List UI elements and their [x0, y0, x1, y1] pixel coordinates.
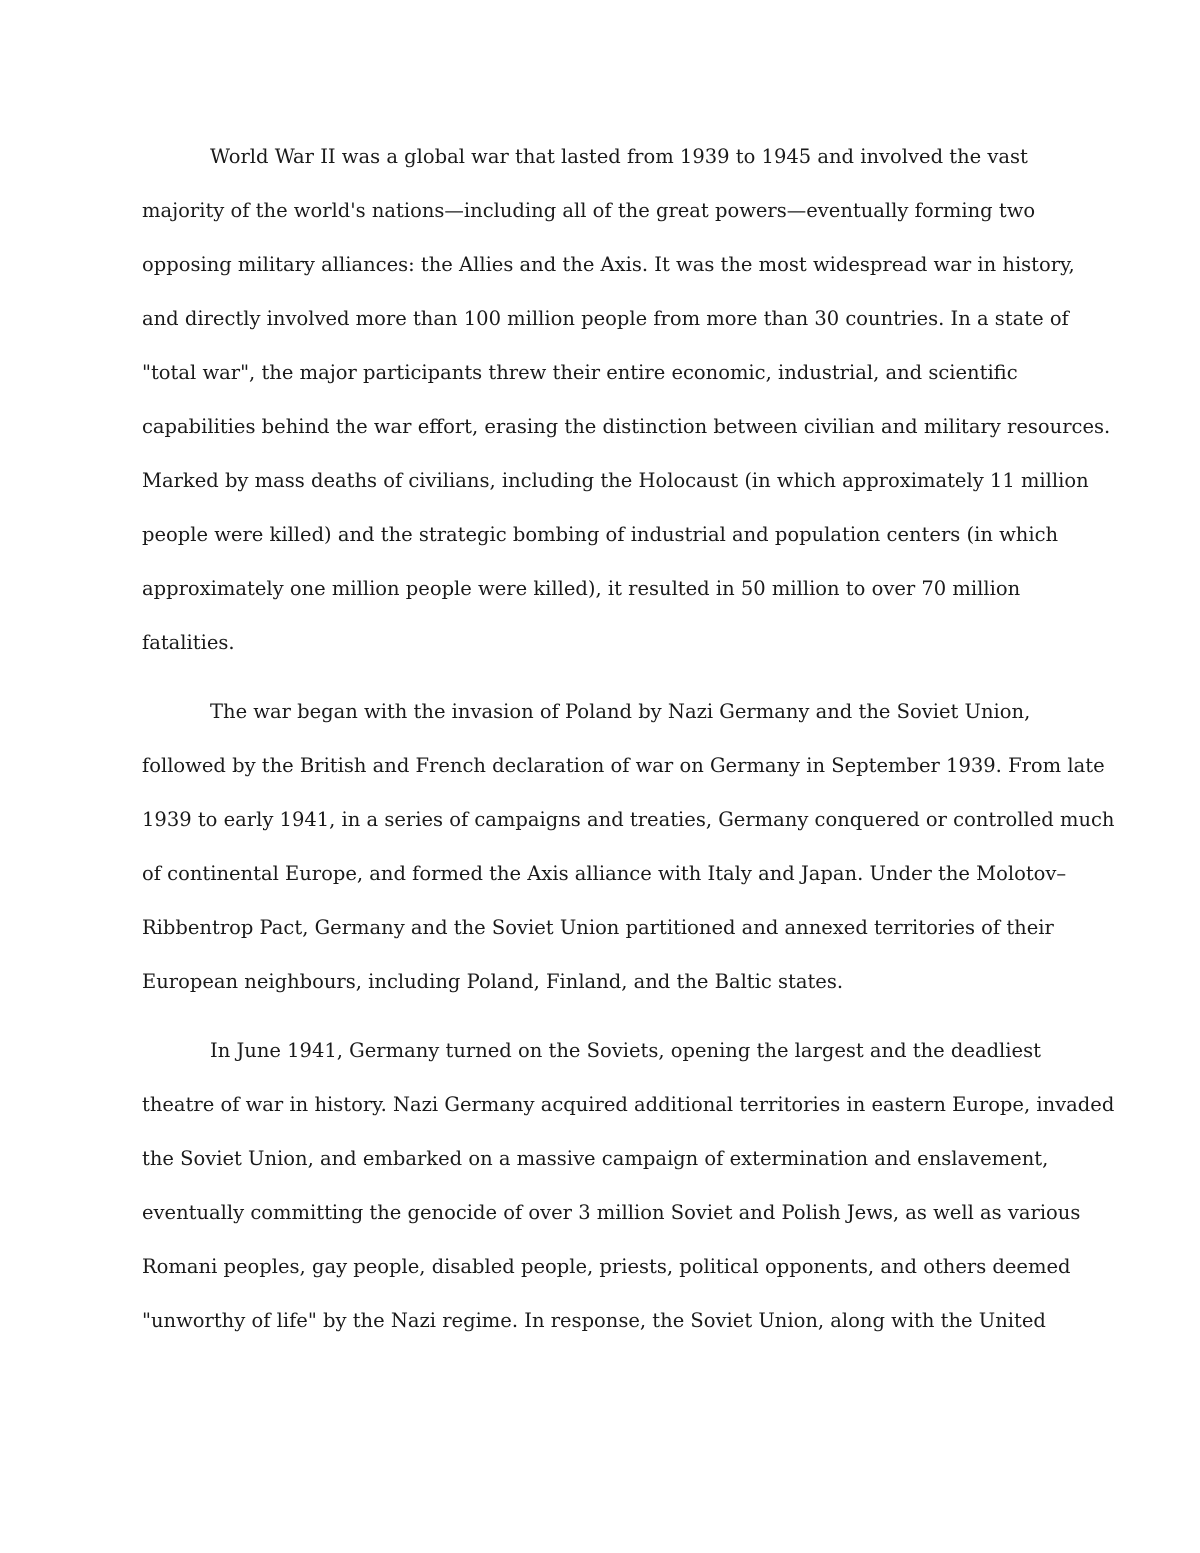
paragraph-line: majority of the world's nations—including all of the great powers—eventually forming two: [142, 199, 1036, 222]
paragraph-line: The war began with the invasion of Poland by Nazi Germany and the Soviet Union,: [210, 700, 1031, 723]
paragraph-line: people were killed) and the strategic bombing of industrial and population centers (in which: [142, 523, 1059, 546]
paragraph-1: [142, 130, 1111, 670]
paragraph-line: opposing military alliances: the Allies and the Axis. It was the most widespread war in history,: [142, 253, 1075, 276]
paragraph-line: eventually committing the genocide of over 3 million Soviet and Polish Jews, as well as various: [142, 1201, 1081, 1224]
paragraph-line: of continental Europe, and formed the Axis alliance with Italy and Japan. Under the Molotov–: [142, 862, 1067, 885]
paragraph-line: and directly involved more than 100 million people from more than 30 countries. In a state of: [142, 307, 1069, 330]
paragraph-line: European neighbours, including Poland, Finland, and the Baltic states.: [142, 970, 844, 993]
paragraph-line: Marked by mass deaths of civilians, including the Holocaust (in which approximately 11 million: [142, 469, 1089, 492]
paragraph-spacer: [142, 1009, 1062, 1024]
paragraph-line: theatre of war in history. Nazi Germany acquired additional territories in eastern Europe, invaded: [142, 1093, 1115, 1116]
paragraph-3: [142, 1024, 1115, 1348]
paragraph-line: 1939 to early 1941, in a series of campaigns and treaties, Germany conquered or controlled much: [142, 808, 1115, 831]
paragraph-line: "total war", the major participants threw their entire economic, industrial, and scientific: [142, 361, 1018, 384]
paragraph-line: approximately one million people were killed), it resulted in 50 million to over 70 million: [142, 577, 1021, 600]
paragraph-line: "unworthy of life" by the Nazi regime. In response, the Soviet Union, along with the United: [142, 1309, 1046, 1332]
paragraph-line: Ribbentrop Pact, Germany and the Soviet Union partitioned and annexed territories of their: [142, 916, 1054, 939]
paragraph-line: followed by the British and French declaration of war on Germany in September 1939. From late: [142, 754, 1105, 777]
paragraph-2: [142, 685, 1115, 1009]
paragraph-line: fatalities.: [142, 631, 235, 654]
paragraph-line: World War II was a global war that lasted from 1939 to 1945 and involved the vast: [210, 145, 1028, 168]
paragraph-spacer: [142, 670, 1062, 685]
paragraph-line: Romani peoples, gay people, disabled people, priests, political opponents, and others deemed: [142, 1255, 1071, 1278]
paragraph-line: capabilities behind the war effort, erasing the distinction between civilian and military resources.: [142, 415, 1111, 438]
paragraph-line: the Soviet Union, and embarked on a massive campaign of extermination and enslavement,: [142, 1147, 1049, 1170]
document-body: [142, 130, 1115, 1348]
paragraph-line: In June 1941, Germany turned on the Soviets, opening the largest and the deadliest: [210, 1039, 1041, 1062]
